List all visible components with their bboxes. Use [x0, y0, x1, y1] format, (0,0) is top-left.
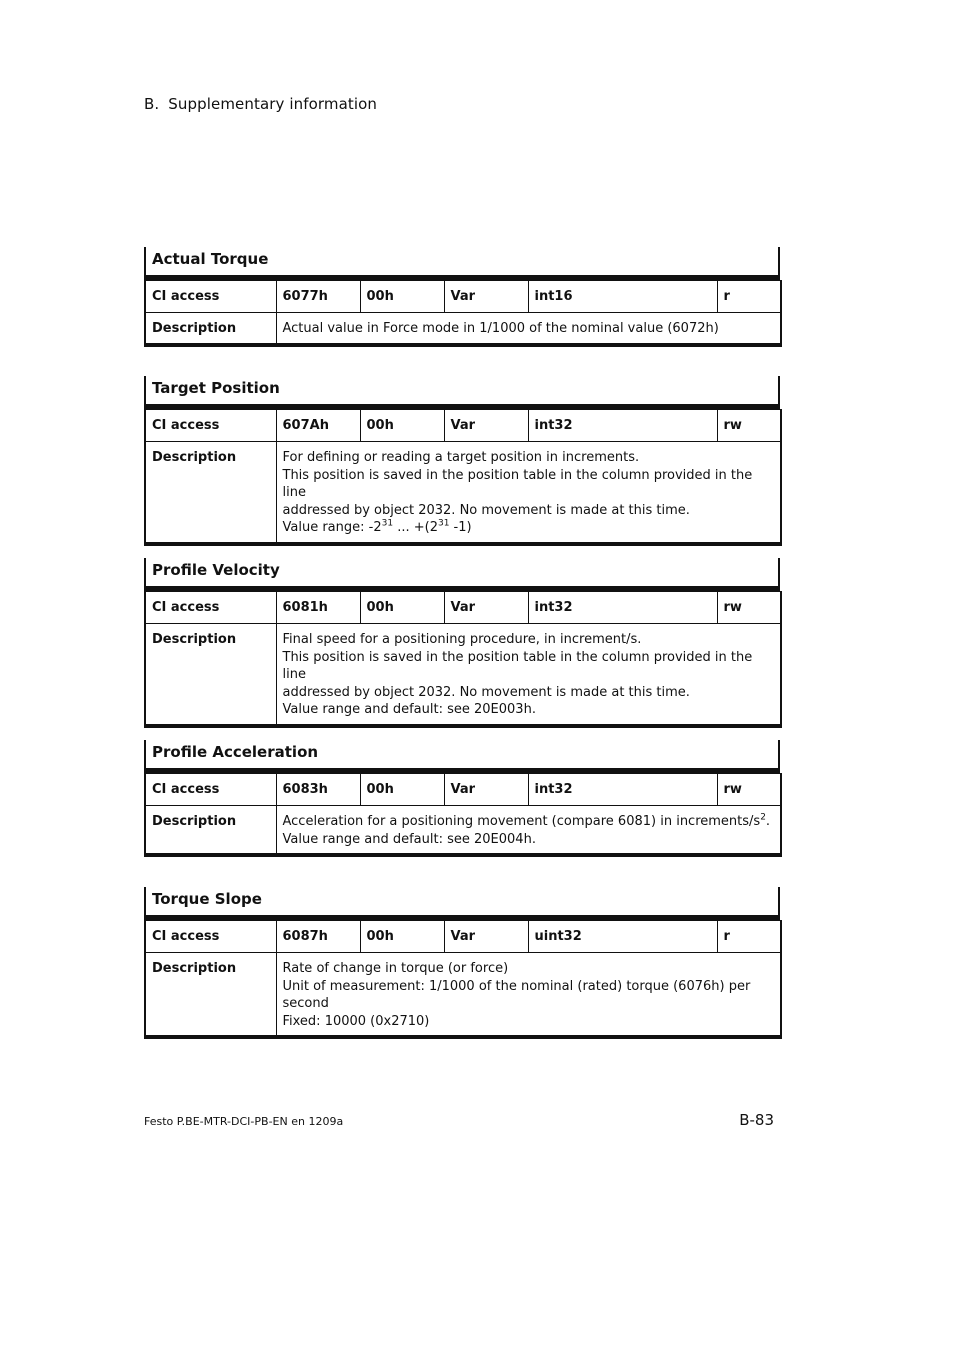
object-kind: Var — [444, 774, 528, 806]
description-text — [276, 806, 781, 856]
page-number: B-83 — [739, 1111, 774, 1129]
description-line: This position is saved in the position table in the column provided in the line — [282, 649, 753, 682]
object-index: 6087h — [276, 921, 360, 953]
access-mode: rw — [717, 774, 781, 806]
access-row — [145, 410, 781, 442]
value-range-prefix: Value range: -2 — [282, 520, 382, 535]
access-mode: rw — [717, 410, 781, 442]
sub-index: 00h — [360, 592, 444, 624]
block-title: Actual Torque — [144, 247, 780, 280]
access-row — [145, 774, 781, 806]
object-table — [144, 920, 782, 1039]
description-line: addressed by object 2032. No movement is made at this time. — [282, 684, 690, 700]
data-type: int32 — [528, 774, 717, 806]
description-row — [145, 442, 781, 544]
object-block-torque-slope — [144, 887, 780, 1039]
object-block-profile-velocity — [144, 558, 780, 728]
access-row — [145, 281, 781, 313]
object-kind: Var — [444, 281, 528, 313]
object-table — [144, 773, 782, 857]
object-kind: Var — [444, 921, 528, 953]
access-label: CI access — [145, 592, 276, 624]
access-label: CI access — [145, 281, 276, 313]
description-text — [276, 442, 781, 544]
sub-index: 00h — [360, 410, 444, 442]
value-range-suffix: -1) — [449, 520, 472, 535]
object-table — [144, 280, 782, 347]
description-label: Description — [145, 442, 276, 544]
block-title: Profile Velocity — [144, 558, 780, 591]
access-row — [145, 921, 781, 953]
access-label: CI access — [145, 774, 276, 806]
document-id: Festo P.BE-MTR-DCI-PB-EN en 1209a — [144, 1115, 344, 1128]
object-kind: Var — [444, 410, 528, 442]
access-mode: rw — [717, 592, 781, 624]
chapter-heading — [144, 95, 377, 113]
description-label: Description — [145, 953, 276, 1038]
access-row — [145, 592, 781, 624]
object-table — [144, 409, 782, 546]
chapter-number: B. — [144, 95, 160, 113]
description-line: Final speed for a positioning procedure, in increment/s. — [282, 632, 642, 647]
value-range-line — [283, 519, 775, 537]
access-mode: r — [717, 921, 781, 953]
description-line: Unit of measurement: 1/1000 of the nominal (rated) torque (6076h) per — [282, 978, 751, 994]
description-line: Rate of change in torque (or force) — [282, 961, 509, 976]
object-index: 6081h — [276, 592, 360, 624]
chapter-title: Supplementary information — [168, 95, 378, 113]
description-row — [145, 953, 781, 1038]
description-row — [145, 806, 781, 856]
access-label: CI access — [145, 921, 276, 953]
object-index: 6077h — [276, 281, 360, 313]
description-label: Description — [145, 624, 276, 726]
acceleration-text: Acceleration for a positioning movement (compare 6081) in increments/s — [282, 814, 761, 829]
data-type: uint32 — [528, 921, 717, 953]
description-line: For defining or reading a target position in increments. — [282, 450, 640, 465]
description-label: Description — [145, 313, 276, 345]
exponent: 31 — [381, 518, 394, 529]
object-block-actual-torque — [144, 247, 780, 347]
acceleration-suffix: . — [765, 814, 771, 829]
object-index: 6083h — [276, 774, 360, 806]
block-title: Target Position — [144, 376, 780, 409]
data-type: int32 — [528, 592, 717, 624]
description-line: Value range and default: see 20E004h. — [282, 831, 536, 847]
data-type: int32 — [528, 410, 717, 442]
description-line: addressed by object 2032. No movement is made at this time. — [282, 502, 690, 518]
description-line: This position is saved in the position table in the column provided in the line — [282, 467, 753, 500]
object-table — [144, 591, 782, 728]
object-index: 607Ah — [276, 410, 360, 442]
sub-index: 00h — [360, 921, 444, 953]
block-title: Torque Slope — [144, 887, 780, 920]
exponent: 31 — [437, 518, 450, 529]
description-line: second — [282, 996, 329, 1011]
description-line: Value range and default: see 20E003h. — [282, 702, 536, 717]
description-text — [276, 624, 781, 726]
object-kind: Var — [444, 592, 528, 624]
block-title: Profile Acceleration — [144, 740, 780, 773]
exponent: 2 — [760, 812, 766, 823]
description-row — [145, 313, 781, 345]
description-label: Description — [145, 806, 276, 856]
access-mode: r — [717, 281, 781, 313]
access-label: CI access — [145, 410, 276, 442]
description-line: Actual value in Force mode in 1/1000 of the nominal value (6072h) — [282, 321, 719, 336]
description-row — [145, 624, 781, 726]
data-type: int16 — [528, 281, 717, 313]
object-block-target-position — [144, 376, 780, 546]
description-text — [276, 313, 781, 345]
value-range-middle: ... +(2 — [393, 520, 438, 535]
sub-index: 00h — [360, 774, 444, 806]
description-line: Fixed: 10000 (0x2710) — [282, 1013, 430, 1029]
sub-index: 00h — [360, 281, 444, 313]
object-block-profile-acceleration — [144, 740, 780, 857]
acceleration-line — [283, 813, 775, 831]
description-text — [276, 953, 781, 1038]
